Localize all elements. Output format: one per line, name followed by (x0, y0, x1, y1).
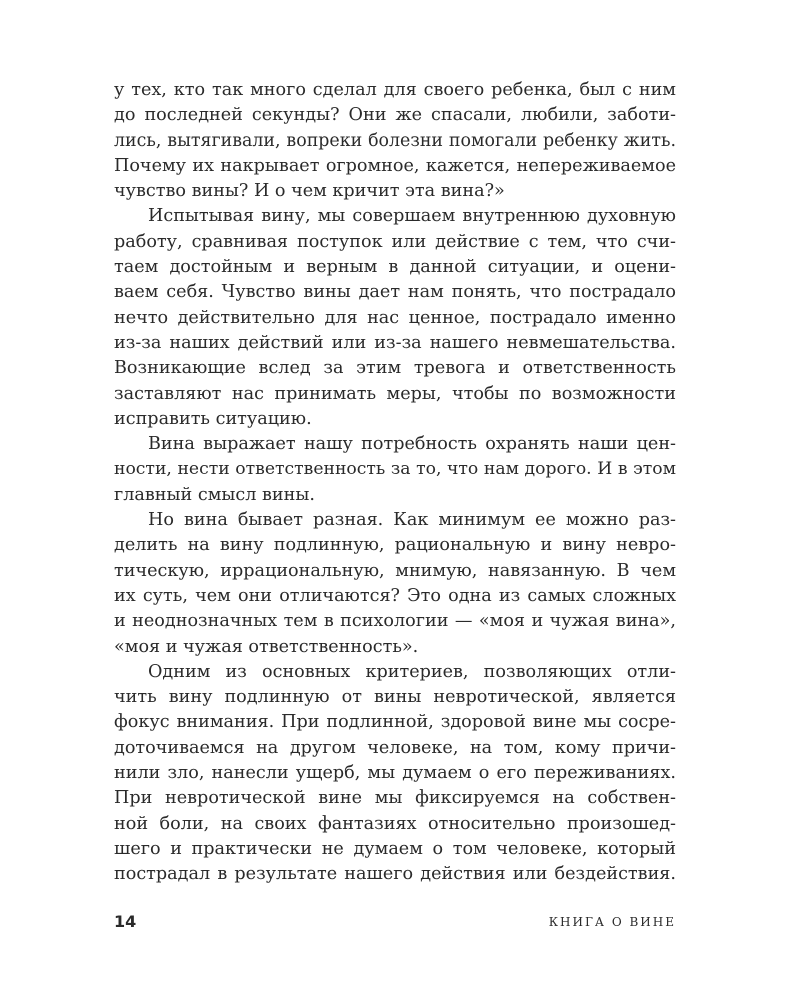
text-line: из-за наших действий или из-за нашего невмешательства. (114, 332, 676, 353)
paragraph-first-line: Но вина бывает разная. Как минимум ее можно раз- (148, 510, 676, 531)
text-line: чувство вины? И о чем кричит эта вина?» (114, 181, 505, 202)
text-line: Возникающие вслед за этим тревога и ответственность (114, 358, 676, 379)
text-line: исправить ситуацию. (114, 408, 312, 429)
text-line: пострадал в результате нашего действия или бездействия. (114, 864, 676, 885)
text-line: доточиваемся на другом человеке, на том, кому причи- (114, 737, 676, 758)
text-line: заставляют нас принимать меры, чтобы по возможности (114, 383, 676, 404)
text-line: ваем себя. Чувство вины дает нам понять, что пострадало (114, 282, 676, 303)
text-line: «моя и чужая ответственность». (114, 636, 419, 657)
text-line: главный смысл вины. (114, 484, 315, 505)
text-line: шего и практически не думаем о том человеке, который (114, 838, 676, 859)
text-line: ности, нести ответственность за то, что нам дорого. И в этом (114, 459, 676, 480)
paragraph-first-line: Одним из основных критериев, позволяющих отли- (148, 661, 676, 682)
text-line: до последней секунды? Они же спасали, любили, заботи- (114, 105, 676, 126)
page-number: 14 (114, 912, 137, 931)
text-line: При невротической вине мы фиксируемся на собствен- (114, 788, 676, 809)
text-line: делить на вину подлинную, рациональную и вину невро- (114, 535, 676, 556)
paragraph-first-line: Испытывая вину, мы совершаем внутреннюю духовную (148, 206, 676, 227)
page-footer (114, 912, 676, 936)
text-line: тическую, иррациональную, мнимую, навязанную. В чем (114, 560, 676, 581)
text-line: у тех, кто так много сделал для своего ребенка, был с ним (114, 80, 676, 100)
text-line: нечто действительно для нас ценное, пострадало именно (114, 307, 676, 328)
text-line: таем достойным и верным в данной ситуации, и оцени- (114, 257, 676, 278)
text-line: чить вину подлинную от вины невротической, является (114, 687, 676, 708)
text-line: ной боли, на своих фантазиях относительно произошед- (114, 813, 676, 834)
book-page-body (114, 78, 676, 888)
text-line: Почему их накрывает огромное, кажется, непереживаемое (114, 155, 676, 176)
text-line: нили зло, нанесли ущерб, мы думаем о его переживаниях. (114, 763, 676, 784)
running-head: КНИГА О ВИНЕ (548, 915, 676, 929)
paragraph-first-line: Вина выражает нашу потребность охранять наши цен- (148, 434, 676, 455)
text-line: и неоднозначных тем в психологии — «моя и чужая вина», (114, 611, 676, 632)
text-line: лись, вытягивали, вопреки болезни помогали ребенку жить. (114, 130, 676, 151)
text-line: фокус внимания. При подлинной, здоровой вине мы сосре- (114, 712, 676, 733)
text-line: работу, сравнивая поступок или действие с тем, что счи- (114, 231, 676, 252)
text-line: их суть, чем они отличаются? Это одна из самых сложных (114, 585, 676, 606)
